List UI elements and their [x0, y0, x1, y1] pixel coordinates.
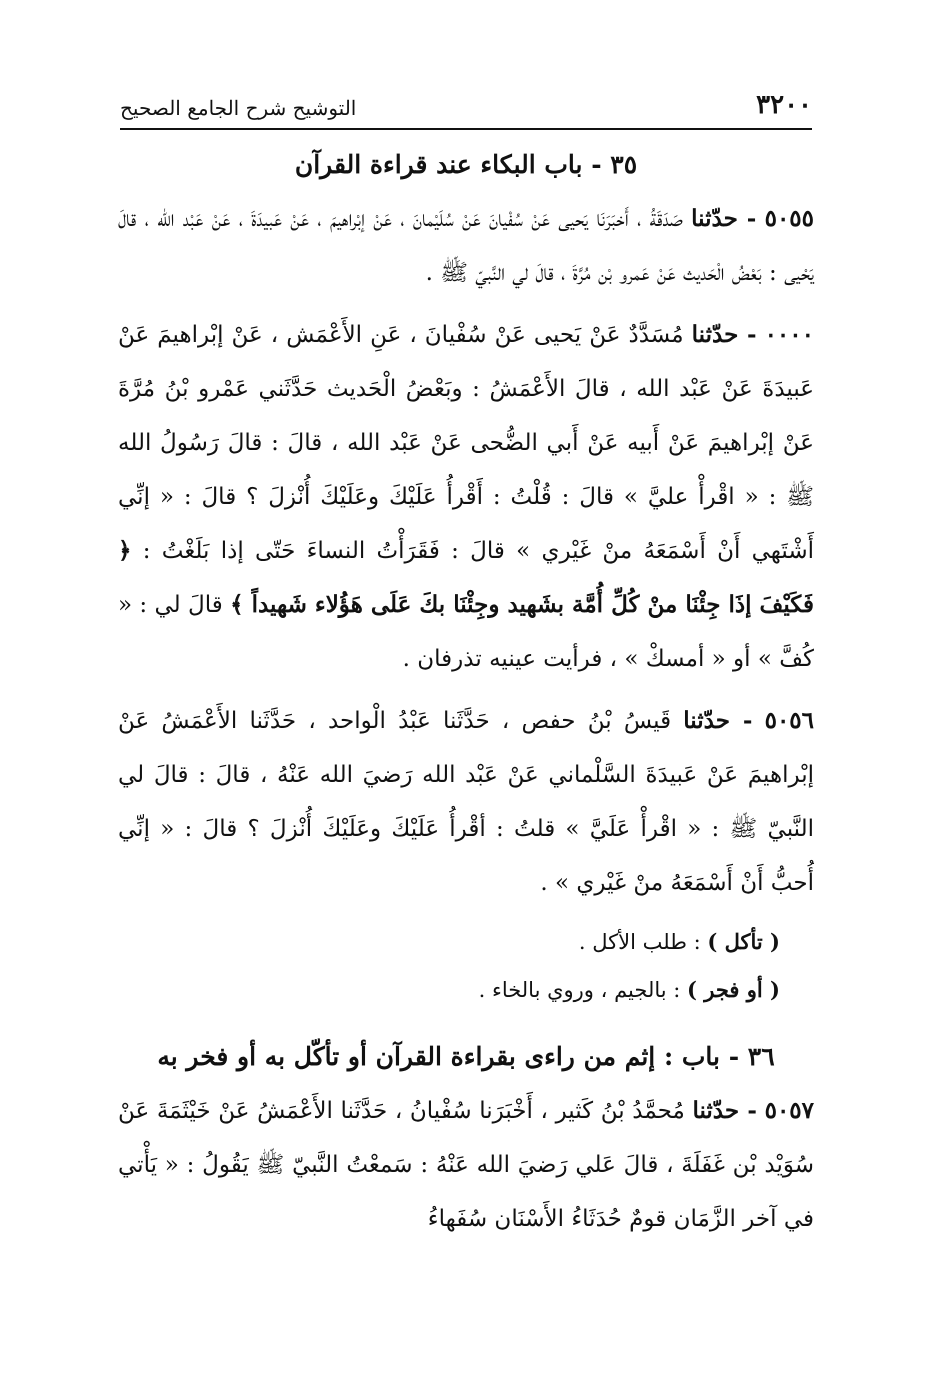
hadith-text: مُحمَّدُ بْنُ كَثير ، أَخْبَرَنا سُفْيانُ ، حَدَّثَنا الأَعْمَشُ عَنْ خَيْثَمَةَ عَنْ سُوَيْد بْن غَفَلَةَ ، قالَ عَلي رَضيَ الله عَنْهُ : سَمعْتُ النَّبيّ ﷺ يَقُولُ : « يَأْتي في آخر الزَّمَان قومٌ حُدَثَاءُ الأَسْنَان سُفَهاءُ	[118, 1098, 814, 1232]
hadith-text: صَدَقَةُ ، أَخبَرَنَا يَحيى عَنْ سُفْيانَ عَنْ سُلَيْمانَ ، عَنْ إبْراهيمَ ، عَنْ عَبيدَةَ ، عَنْ عَبْد الله ، قالَ يَحْيى : بَعْضُ الْحَديث عَنْ عَمرو بْن مُرَّةَ ، قالَ لي النَّبيّ ﷺ .	[118, 206, 814, 286]
note-term: ( أو فجر )	[687, 977, 780, 1002]
quran-verse: ﴿ فَكَيْفَ إذَا جِئْنَا منْ كُلِّ أُمَّة بشَهيد وجِئْنَا بكَ عَلَى هَؤُلاء شَهيداً ﴾	[118, 537, 814, 618]
hadith-number: ٥٠٥٦	[764, 707, 815, 734]
haddathana-word: حدّثنا	[692, 1097, 740, 1124]
hadith-5055: ٥٠٥٥ - حدّثنا صَدَقَةُ ، أَخبَرَنَا يَحيى عَنْ سُفْيانَ عَنْ سُلَيْمانَ ، عَنْ إبْراهيمَ ، عَنْ عَبيدَةَ ، عَنْ عَبْد الله ، قالَ يَحْيى : بَعْضُ الْحَديث عَنْ عَمرو بْن مُرَّةَ ، قالَ لي النَّبيّ ﷺ .	[118, 205, 815, 286]
page-header	[120, 88, 812, 130]
haddathana-word: حدّثنا	[683, 707, 730, 734]
note-text: : طلب الأكل .	[578, 930, 701, 954]
chapter-heading-35: ٣٥ - باب البكاء عند قراءة القرآن	[294, 150, 638, 179]
hadith-number: ٠٠٠٠	[764, 321, 814, 348]
chapter-heading-36: ٣٦ - باب : إثم من راءى بقراءة القرآن أو تأكّل به أو فخر به	[157, 1042, 775, 1071]
commentary-note	[118, 918, 814, 966]
hadith-5056: ٥٠٥٦ - حدّثنا قَيسُ بْنُ حفص ، حَدَّثَنا عَبْدُ الْواحد ، حَدَّثَنا الأَعْمَشُ عَنْ إبْراهيمَ عَنْ عَبيدَةَ السَّلْماني عَنْ عَبْد الله رَضيَ الله عَنْهُ ، قالَ : قالَ لي النَّبيّ ﷺ : « اقْرأْ عَلَيَّ » قلتُ : أقْرأُ عَلَيْكَ وعَلَيْكَ أُنْزلَ ؟ قالَ : « إنِّي أُحبُّ أَنْ أَسْمَعَهُ منْ غَيْري » .	[118, 707, 815, 896]
commentary-note	[118, 966, 814, 1014]
haddathana-word: حدّثنا	[691, 321, 739, 348]
note-text: : بالجيم ، وروي بالخاء .	[478, 978, 681, 1002]
hadith-0000: ٠٠٠٠ - حدّثنا مُسَدَّدٌ عَنْ يَحيى عَنْ سُفْيانَ ، عَنِ الأَعْمَش ، عَنْ إبْراهيمَ عَنْ عَبيدَةَ عَنْ عَبْد الله ، قالَ الأَعْمَشُ : وبَعْضُ الْحَديث حَدَّثَني عَمْرو بْنُ مُرَّةَ عَنْ إبْراهيمَ عَنْ أَبيه عَنْ أَبي الضُّحى عَنْ عَبْد الله ، قالَ : قالَ رَسُولُ الله ﷺ : « اقْرأْ عليَّ » قالَ : قُلْتُ : أَقْرأُ عَلَيْكَ وعَلَيْكَ أُنْزلَ ؟ قالَ : « إنِّي أَشْتَهي أَنْ أَسْمَعَهُ منْ غَيْري » قالَ : فَقَرَأْتُ النساءَ حَتّى إذا بَلَغْتُ : ﴿ فَكَيْفَ إذَا جِئْنَا منْ كُلِّ أُمَّة بشَهيد وجِئْنَا بكَ عَلَى هَؤُلاء شَهيداً ﴾ قالَ لي : « كُفَّ » أو « أمسكْ » ، فرأيت عينيه تذرفان .	[118, 321, 814, 672]
hadith-number: ٥٠٥٥	[764, 205, 815, 232]
hadith-number: ٥٠٥٧	[764, 1097, 815, 1124]
hadith-text: مُسَدَّدٌ عَنْ يَحيى عَنْ سُفْيانَ ، عَنِ الأَعْمَش ، عَنْ إبْراهيمَ عَنْ عَبيدَةَ عَنْ عَبْد الله ، قالَ الأَعْمَشُ : وبَعْضُ الْحَديث حَدَّثَني عَمْرو بْنُ مُرَّةَ عَنْ إبْراهيمَ عَنْ أَبيه عَنْ أَبي الضُّحى عَنْ عَبْد الله ، قالَ : قالَ رَسُولُ الله ﷺ : « اقْرأْ عليَّ » قالَ : قُلْتُ : أَقْرأُ عَلَيْكَ وعَلَيْكَ أُنْزلَ ؟ قالَ : « إنِّي أَشْتَهي أَنْ أَسْمَعَهُ منْ غَيْري » قالَ : فَقَرَأْتُ النساءَ حَتّى إذا بَلَغْتُ :	[118, 322, 814, 564]
hadith-5057: ٥٠٥٧ - حدّثنا مُحمَّدُ بْنُ كَثير ، أَخْبَرَنا سُفْيانُ ، حَدَّثَنا الأَعْمَشُ عَنْ خَيْثَمَةَ عَنْ سُوَيْد بْن غَفَلَةَ ، قالَ عَلي رَضيَ الله عَنْهُ : سَمعْتُ النَّبيّ ﷺ يَقُولُ : « يَأْتي في آخر الزَّمَان قومٌ حُدَثَاءُ الأَسْنَان سُفَهاءُ	[118, 1097, 815, 1232]
hadith-text-tail: قالَ لي : « كُفَّ » أو « أمسكْ » ، فرأيت عينيه تذرفان .	[118, 592, 814, 672]
running-title: التوشيح شرح الجامع الصحيح	[120, 96, 357, 120]
page-content	[118, 138, 814, 1254]
page-number: ٣٢٠٠	[756, 90, 812, 120]
hadith-text: قَيسُ بْنُ حفص ، حَدَّثَنا عَبْدُ الْواحد ، حَدَّثَنا الأَعْمَشُ عَنْ إبْراهيمَ عَنْ عَبيدَةَ السَّلْماني عَنْ عَبْد الله رَضيَ الله عَنْهُ ، قالَ : قالَ لي النَّبيّ ﷺ : « اقْرأْ عَلَيَّ » قلتُ : أقْرأُ عَلَيْكَ وعَلَيْكَ أُنْزلَ ؟ قالَ : « إنِّي أُحبُّ أَنْ أَسْمَعَهُ منْ غَيْري » .	[118, 708, 814, 896]
note-term: ( تأكل )	[707, 929, 780, 954]
haddathana-word: حدّثنا	[691, 205, 738, 232]
